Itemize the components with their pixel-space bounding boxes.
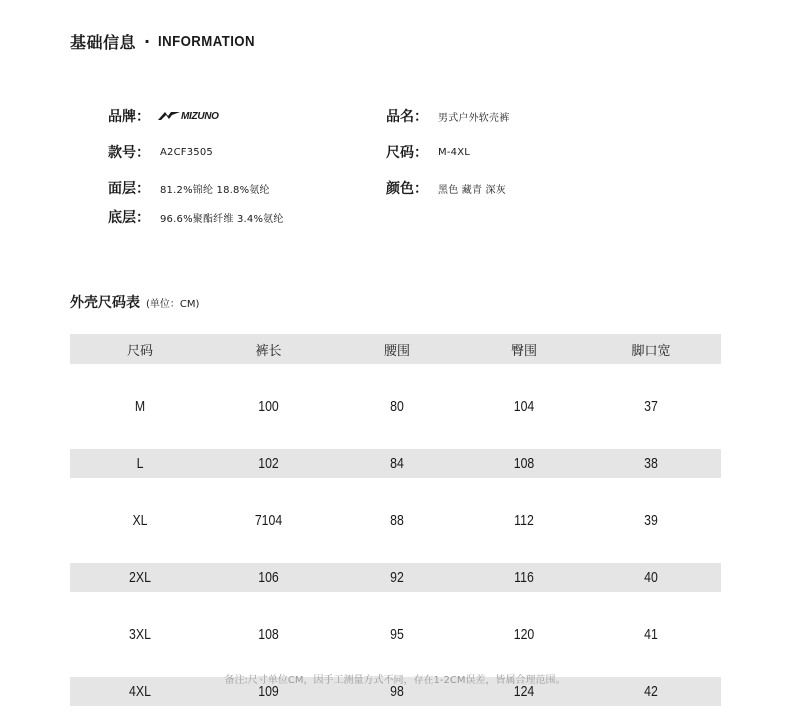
table-cell: XL — [132, 512, 148, 529]
table-row — [70, 563, 721, 592]
table-cell: 109 — [258, 683, 279, 700]
header-cell: 臀围 — [510, 343, 537, 359]
style-no-label: 款号： — [108, 145, 150, 161]
name-label: 品名： — [386, 109, 428, 125]
table-cell: 39 — [644, 512, 658, 529]
size-table-title — [70, 292, 199, 312]
table-cell: 37 — [644, 398, 658, 415]
table-header-row — [70, 334, 721, 364]
table-cell: 95 — [390, 626, 404, 643]
color-value: 黑色 藏青 深灰 — [438, 184, 506, 196]
outer-label: 面层： — [108, 181, 150, 197]
header-cell: 脚口宽 — [631, 343, 671, 359]
table-cell: 2XL — [129, 569, 151, 586]
size-table-title-text: 外壳尺码表 — [70, 295, 140, 311]
title-en: INFORMATION — [157, 33, 255, 50]
table-cell: 104 — [513, 398, 535, 415]
table-cell: M — [134, 398, 146, 415]
table-row — [70, 506, 721, 535]
outer-value: 81.2%锦纶 18.8%氨纶 — [160, 184, 270, 196]
table-cell: 41 — [644, 626, 658, 643]
table-cell: 112 — [514, 512, 534, 529]
table-row — [70, 449, 721, 478]
header-cell: 腰围 — [383, 343, 410, 359]
page-title — [70, 30, 268, 53]
table-cell: 108 — [258, 626, 279, 643]
table-cell: 88 — [390, 512, 404, 529]
table-cell: 100 — [258, 398, 279, 415]
table-cell: 84 — [390, 455, 404, 472]
table-cell: 108 — [513, 455, 535, 472]
info-name — [386, 106, 509, 126]
size-table — [70, 334, 721, 706]
table-cell: 3XL — [129, 626, 151, 643]
size-label: 尺码： — [386, 145, 428, 161]
table-row — [70, 392, 721, 421]
brand-logo — [158, 111, 219, 122]
title-separator: · — [144, 32, 151, 51]
mizuno-runbird-icon — [158, 111, 180, 121]
style-no-value: A2CF3505 — [160, 146, 213, 158]
info-outer — [108, 178, 270, 198]
info-brand — [108, 106, 219, 126]
table-cell: 106 — [258, 569, 279, 586]
table-cell: 124 — [513, 683, 535, 700]
table-cell: 92 — [390, 569, 404, 586]
table-row — [70, 620, 721, 649]
color-label: 颜色： — [386, 181, 428, 197]
table-cell: 98 — [390, 683, 404, 700]
lining-value: 96.6%聚酯纤维 3.4%氨纶 — [160, 213, 284, 225]
info-lining — [108, 207, 284, 227]
table-cell: 7104 — [254, 512, 283, 529]
info-color — [386, 178, 506, 198]
name-value: 男式户外软壳裤 — [438, 112, 510, 124]
title-cn: 基础信息 — [70, 33, 137, 52]
lining-label: 底层： — [108, 210, 150, 226]
header-cell: 裤长 — [255, 343, 282, 359]
table-cell: 120 — [513, 626, 535, 643]
table-cell: 4XL — [129, 683, 151, 700]
table-cell: 116 — [514, 569, 534, 586]
size-value: M-4XL — [438, 146, 471, 158]
info-style-no — [108, 142, 213, 162]
table-cell: 102 — [258, 455, 279, 472]
brand-logo-word: MIZUNO — [181, 110, 219, 122]
footnote: 备注:尺寸单位CM，因手工测量方式不同，存在1-2CM误差，皆属合理范围。 — [224, 675, 566, 686]
brand-label: 品牌： — [108, 109, 150, 125]
size-table-unit: (单位：CM) — [146, 299, 200, 310]
header-cell: 尺码 — [126, 343, 153, 359]
table-cell: 80 — [390, 398, 404, 415]
table-cell: 40 — [644, 569, 658, 586]
table-cell: 42 — [644, 683, 658, 700]
table-cell: 38 — [644, 455, 658, 472]
info-size — [386, 142, 470, 162]
table-cell: L — [136, 455, 144, 472]
